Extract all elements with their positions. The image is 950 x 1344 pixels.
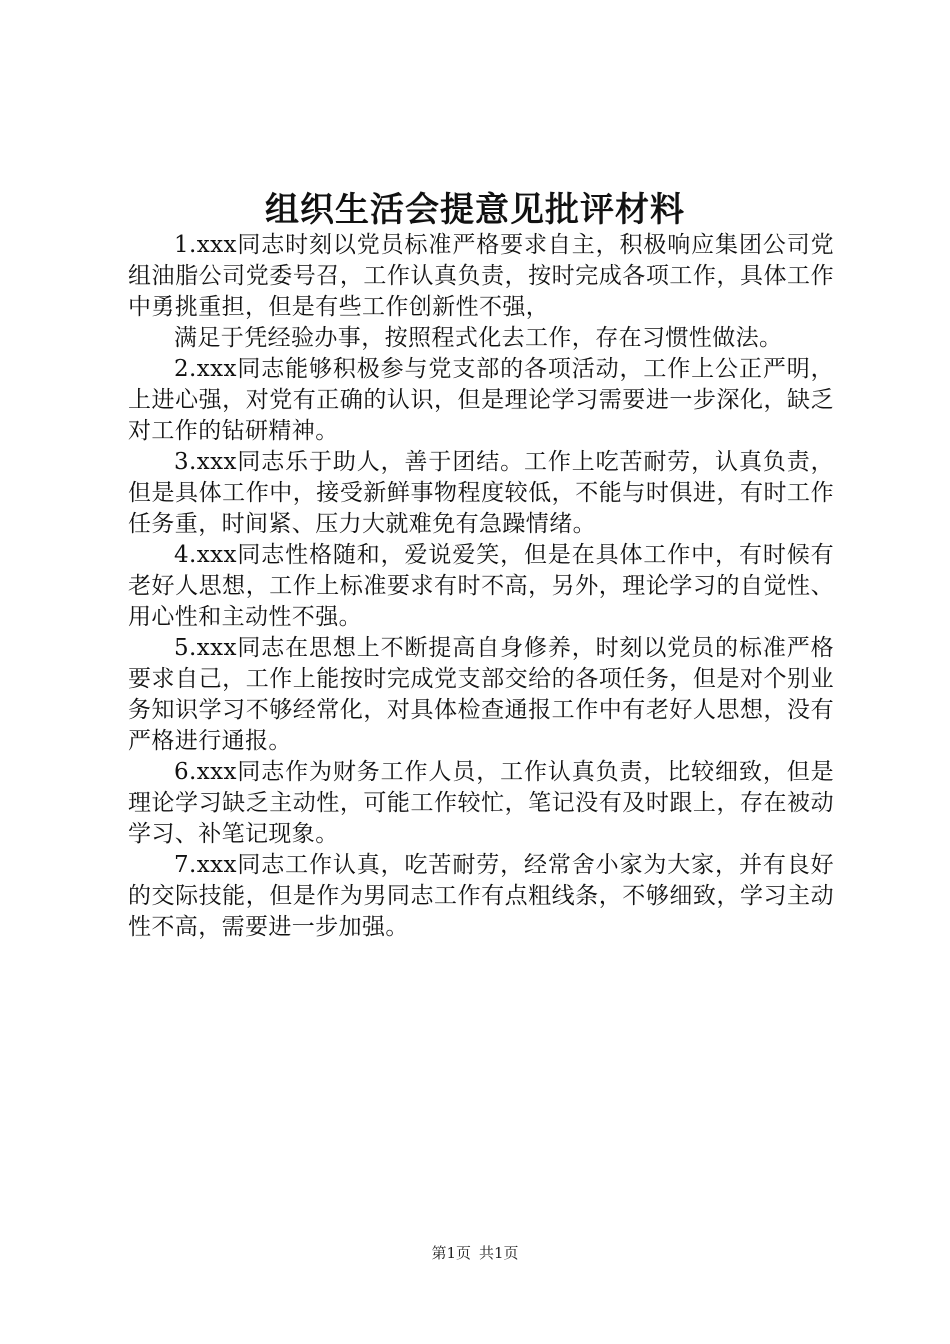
document-body xyxy=(128,230,834,943)
paragraph-6: 6.xxx同志作为财务工作人员，工作认真负责，比较细致，但是理论学习缺乏主动性，可能工作较忙，笔记没有及时跟上，存在被动学习、补笔记现象。 xyxy=(128,759,834,847)
page-number: 第1页 xyxy=(431,1244,471,1262)
paragraph-5: 5.xxx同志在思想上不断提高自身修养，时刻以党员的标准严格要求自己，工作上能按时完成党支部交给的各项任务，但是对个别业务知识学习不够经常化，对具体检查通报工作中有老好人思想，没有严格进行通报。 xyxy=(128,635,834,754)
paragraph-3: 3.xxx同志乐于助人，善于团结。工作上吃苦耐劳，认真负责，但是具体工作中，接受新鲜事物程度较低，不能与时俱进，有时工作任务重，时间紧、压力大就难免有急躁情绪。 xyxy=(128,449,834,537)
paragraph-2: 2.xxx同志能够积极参与党支部的各项活动，工作上公正严明，上进心强，对党有正确的认识，但是理论学习需要进一步深化，缺乏对工作的钻研精神。 xyxy=(128,356,834,444)
page-total: 共1页 xyxy=(479,1244,519,1262)
page-footer xyxy=(0,1243,950,1263)
paragraph-4: 4.xxx同志性格随和，爱说爱笑，但是在具体工作中，有时候有老好人思想，工作上标准要求有时不高，另外，理论学习的自觉性、用心性和主动性不强。 xyxy=(128,542,834,630)
paragraph-1: 1.xxx同志时刻以党员标准严格要求自主，积极响应集团公司党组油脂公司党委号召，工作认真负责，按时完成各项工作，具体工作中勇挑重担，但是有些工作创新性不强， xyxy=(128,232,834,320)
paragraph-7: 7.xxx同志工作认真，吃苦耐劳，经常舍小家为大家，并有良好的交际技能，但是作为男同志工作有点粗线条，不够细致，学习主动性不高，需要进一步加强。 xyxy=(128,852,834,940)
document-title: 组织生活会提意见批评材料 xyxy=(265,190,685,230)
paragraph-1-continued: 满足于凭经验办事，按照程式化去工作，存在习惯性做法。 xyxy=(174,325,783,351)
